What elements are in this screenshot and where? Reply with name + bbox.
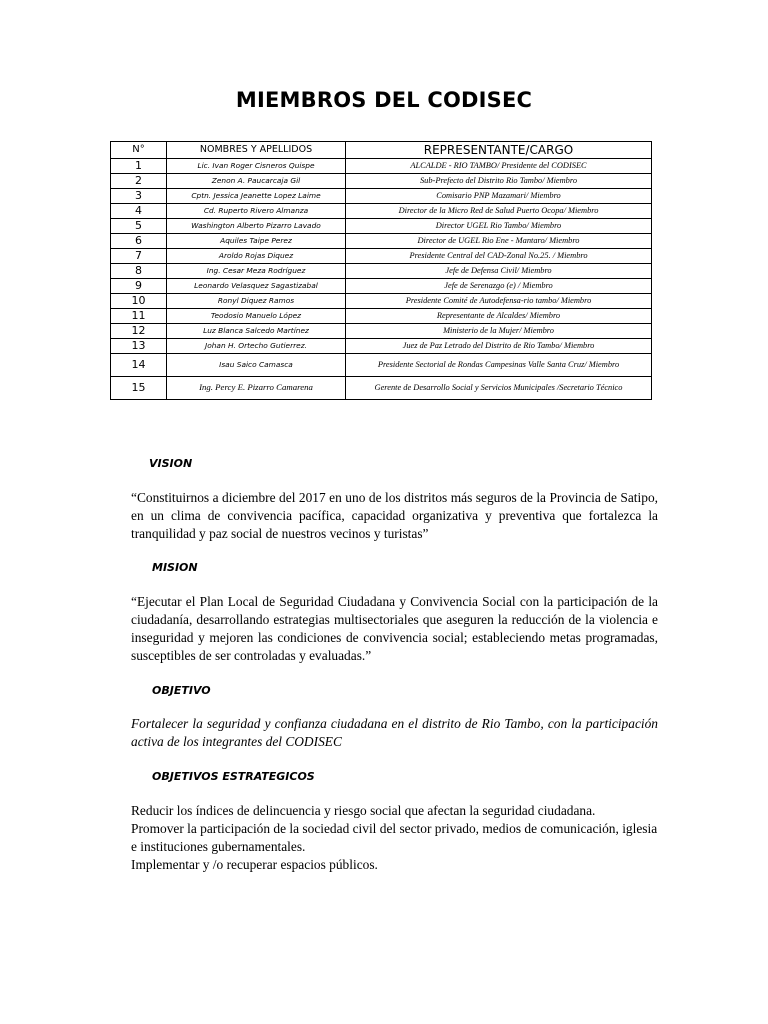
row-name: Isau Saico Camasca [167, 354, 346, 377]
table-row [111, 339, 652, 354]
table-row [111, 219, 652, 234]
row-name: Ing. Cesar Meza Rodríguez [167, 264, 346, 279]
header-role: REPRESENTANTE/CARGO [346, 142, 652, 159]
table-row [111, 279, 652, 294]
row-role: Gerente de Desarrollo Social y Servicios Municipales /Secretario Técnico [346, 377, 652, 400]
row-role: Representante de Alcaldes/ Miembro [346, 309, 652, 324]
row-number: 12 [111, 324, 167, 339]
row-number: 1 [111, 159, 167, 174]
row-name: Luz Blanca Salcedo Martínez [167, 324, 346, 339]
row-number: 11 [111, 309, 167, 324]
header-number: N° [111, 142, 167, 159]
row-name: Zenon A. Paucarcaja Gil [167, 174, 346, 189]
row-number: 7 [111, 249, 167, 264]
row-name: Washington Alberto Pizarro Lavado [167, 219, 346, 234]
row-name: Aroldo Rojas Diquez [167, 249, 346, 264]
row-number: 5 [111, 219, 167, 234]
table-row [111, 309, 652, 324]
table-row [111, 189, 652, 204]
row-role: Jefe de Serenazgo (e) / Miembro [346, 279, 652, 294]
row-name: Cptn. Jessica Jeanette Lopez Laime [167, 189, 346, 204]
table-row [111, 324, 652, 339]
row-role: Presidente Comité de Autodefensa-rio tambo/ Miembro [346, 294, 652, 309]
row-role: Juez de Paz Letrado del Distrito de Rio Tambo/ Miembro [346, 339, 652, 354]
table-row [111, 264, 652, 279]
page-title: MIEMBROS DEL CODISEC [235, 88, 533, 112]
objetivos-estrategicos-list [131, 802, 658, 874]
table-row [111, 159, 652, 174]
row-name: Johan H. Ortecho Gutierrez. [167, 339, 346, 354]
vision-text: “Constituirnos a diciembre del 2017 en uno de los distritos más seguros de la Provincia de Satipo, en un clima de convivencia pacífica, capacidad organizativa y preventiva que fortalezca la tranquilidad y paz social de nuestros vecinos y turistas” [131, 490, 658, 541]
list-item: Reducir los índices de delincuencia y riesgo social que afectan la seguridad ciudadana. [131, 803, 596, 818]
objetivos-estrategicos-heading: OBJETIVOS ESTRATEGICOS [152, 770, 315, 783]
row-number: 6 [111, 234, 167, 249]
members-table [110, 141, 652, 400]
table-row [111, 174, 652, 189]
row-role: Ministerio de la Mujer/ Miembro [346, 324, 652, 339]
row-name: Ronyl Diquez Ramos [167, 294, 346, 309]
row-number: 10 [111, 294, 167, 309]
row-name: Lic. Ivan Roger Cisneros Quispe [167, 159, 346, 174]
row-number: 13 [111, 339, 167, 354]
row-number: 3 [111, 189, 167, 204]
row-role: Director de UGEL Rio Ene - Mantaro/ Miembro [346, 234, 652, 249]
row-name: Aquiles Taipe Perez [167, 234, 346, 249]
table-header-row [111, 142, 652, 159]
row-number: 9 [111, 279, 167, 294]
row-role: Sub-Prefecto del Distrito Rio Tambo/ Miembro [346, 174, 652, 189]
list-item: Promover la participación de la sociedad civil del sector privado, medios de comunicación, iglesia e instituciones gubernamentales. [131, 821, 658, 854]
row-role: Jefe de Defensa Civil/ Miembro [346, 264, 652, 279]
row-number: 2 [111, 174, 167, 189]
header-names: NOMBRES Y APELLIDOS [167, 142, 346, 159]
row-name: Cd. Ruperto Rivero Almanza [167, 204, 346, 219]
row-name: Ing. Percy E. Pizarro Camarena [167, 377, 346, 400]
row-role: Director de la Micro Red de Salud Puerto Ocopa/ Miembro [346, 204, 652, 219]
table-row [111, 294, 652, 309]
table-row [111, 249, 652, 264]
objetivo-text: Fortalecer la seguridad y confianza ciudadana en el distrito de Rio Tambo, con la participación activa de los integrantes del CODISEC [131, 716, 658, 749]
list-item: Implementar y /o recuperar espacios públicos. [131, 857, 378, 872]
table-row [111, 234, 652, 249]
row-role: Comisario PNP Mazamari/ Miembro [346, 189, 652, 204]
row-role: Director UGEL Rio Tambo/ Miembro [346, 219, 652, 234]
row-role: ALCALDE - RIO TAMBO/ Presidente del CODISEC [346, 159, 652, 174]
row-number: 14 [111, 354, 167, 377]
row-name: Teodosio Manuelo López [167, 309, 346, 324]
mision-text: “Ejecutar el Plan Local de Seguridad Ciudadana y Convivencia Social con la participación de la ciudadanía, desarrollando estrategias multisectoriales que aseguren la reducción de la violencia e inseguridad y mejoren las condiciones de convivencia social; estableciendo metas programadas, susceptibles de ser controladas y evaluadas.” [131, 594, 658, 663]
vision-heading: VISION [149, 457, 193, 470]
row-number: 8 [111, 264, 167, 279]
table-row [111, 377, 652, 400]
objetivo-heading: OBJETIVO [152, 684, 211, 697]
table-row [111, 354, 652, 377]
row-role: Presidente Central del CAD-Zonal No.25. / Miembro [346, 249, 652, 264]
row-role: Presidente Sectorial de Rondas Campesinas Valle Santa Cruz/ Miembro [346, 354, 652, 377]
row-name: Leonardo Velasquez Sagastizabal [167, 279, 346, 294]
row-number: 4 [111, 204, 167, 219]
table-row [111, 204, 652, 219]
mision-heading: MISION [152, 561, 198, 574]
row-number: 15 [111, 377, 167, 400]
